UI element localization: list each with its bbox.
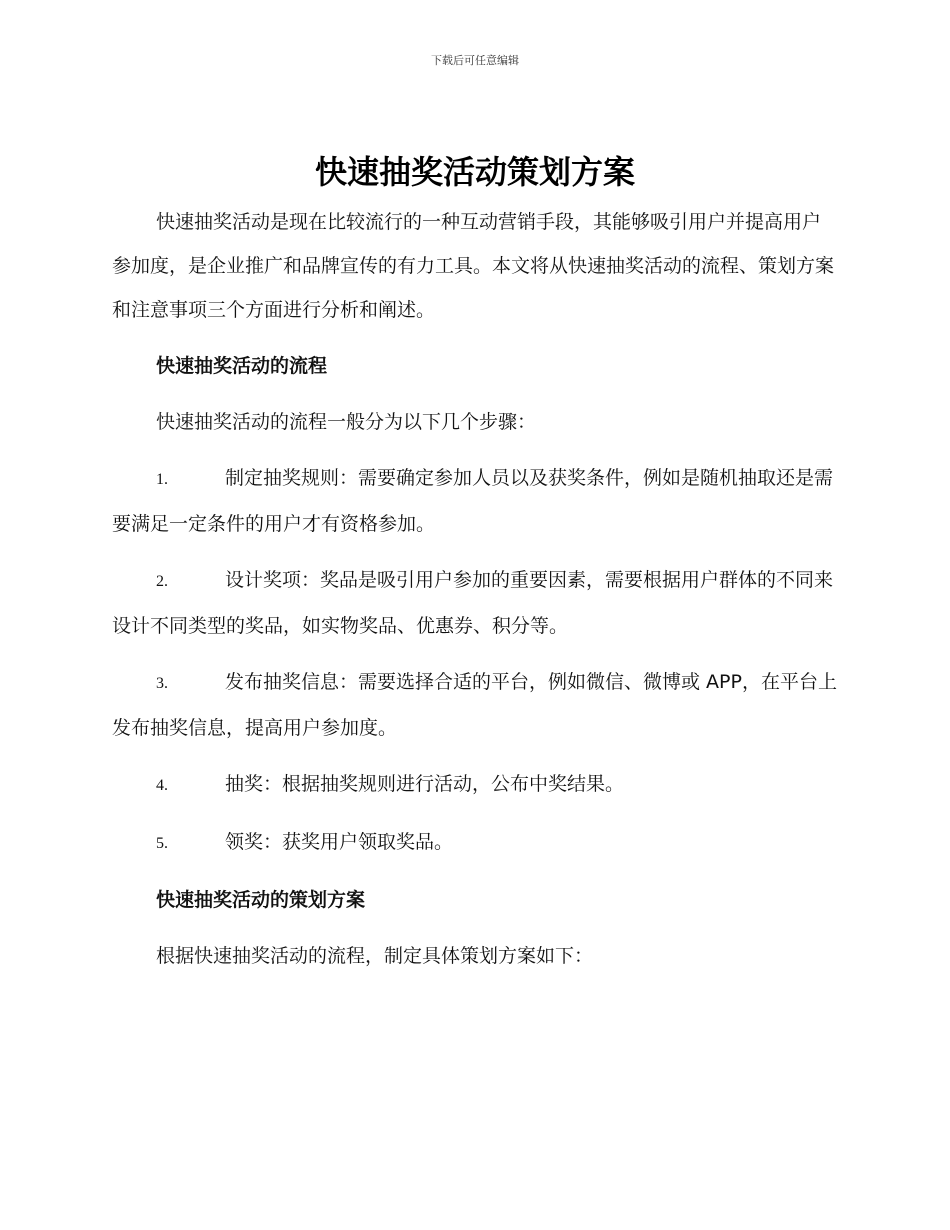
list-item: [112, 456, 838, 546]
document-body: [112, 200, 838, 978]
list-item: [112, 558, 838, 648]
process-lead-paragraph: 快速抽奖活动的流程一般分为以下几个步骤：: [156, 411, 537, 433]
list-number: 4.: [156, 777, 168, 794]
section-heading-plan: 快速抽奖活动的策划方案: [156, 889, 366, 911]
header-note: 下载后可任意编辑: [431, 54, 519, 67]
intro-paragraph: 快速抽奖活动是现在比较流行的一种互动营销手段，其能够吸引用户并提高用户参加度，是企业推广和品牌宣传的有力工具。本文将从快速抽奖活动的流程、策划方案和注意事项三个方面进行分析和阐述。: [112, 211, 835, 321]
section-heading-process: 快速抽奖活动的流程: [156, 355, 328, 377]
list-item: [112, 820, 838, 866]
list-item: [112, 660, 838, 750]
list-number: 2.: [156, 573, 168, 590]
list-item-text: 发布抽奖信息：需要选择合适的平台，例如微信、微博或 APP，在平台上发布抽奖信息，提高用户参加度。: [112, 671, 837, 739]
document-title: 快速抽奖活动策划方案: [314, 153, 635, 191]
list-number: 3.: [156, 675, 168, 692]
list-number: 1.: [156, 471, 168, 488]
list-item: [112, 762, 838, 808]
list-number: 5.: [156, 835, 168, 852]
list-item-text: 领奖：获奖用户领取奖品。: [225, 831, 454, 853]
plan-lead-paragraph: 根据快速抽奖活动的流程，制定具体策划方案如下：: [156, 945, 594, 967]
list-item-text: 设计奖项：奖品是吸引用户参加的重要因素，需要根据用户群体的不同来设计不同类型的奖品，如实物奖品、优惠券、积分等。: [112, 569, 834, 637]
list-item-text: 抽奖：根据抽奖规则进行活动，公布中奖结果。: [225, 773, 625, 795]
list-item-text: 制定抽奖规则：需要确定参加人员以及获奖条件，例如是随机抽取还是需要满足一定条件的用户才有资格参加。: [112, 467, 834, 535]
